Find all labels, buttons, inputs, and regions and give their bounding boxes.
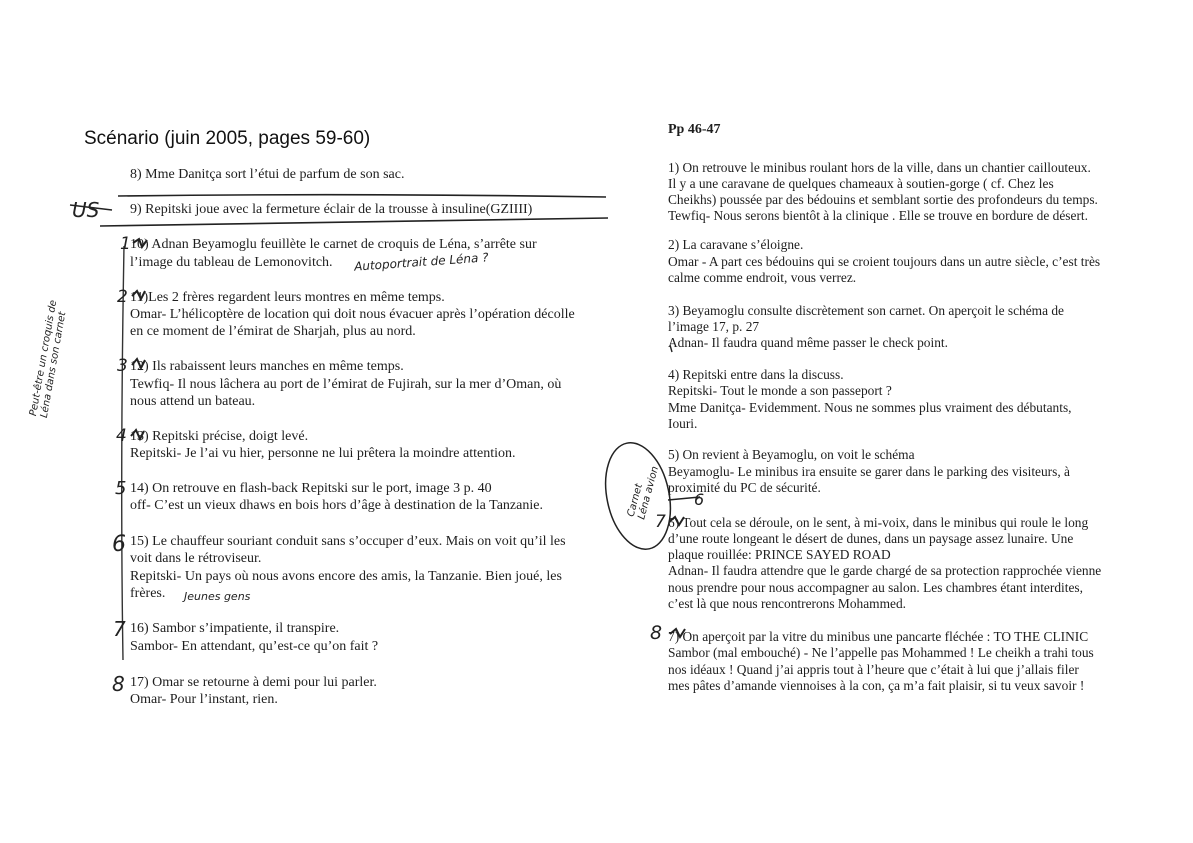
script-line: en ce moment de l’émirat de Sharjah, plus au nord. bbox=[130, 324, 416, 339]
script-line: 8) Mme Danitça sort l’étui de parfum de son sac. bbox=[130, 167, 405, 182]
script-line: Beyamoglu- Le minibus ira ensuite se garer dans le parking des visiteurs, à bbox=[668, 464, 1070, 479]
script-line: 15) Le chauffeur souriant conduit sans s’occuper d’eux. Mais on voit qu’il les bbox=[130, 534, 566, 549]
scribble bbox=[132, 291, 145, 299]
right-page-title: Pp 46-47 bbox=[668, 122, 721, 137]
script-line: off- C’est un vieux dhaws en bois hors d’âge à destination de la Tanzanie. bbox=[130, 498, 543, 513]
script-line: Iouri. bbox=[668, 416, 698, 431]
script-line: Repitski- Un pays où nous avons encore des amis, la Tanzanie. Bien joué, les bbox=[130, 569, 562, 584]
script-line: mes pâtes d’amande viennoises à la con, ça m’a fait plaisir, si tu veux savoir ! bbox=[668, 678, 1085, 693]
script-line: 14) On retrouve en flash-back Repitski sur le port, image 3 p. 40 bbox=[130, 481, 492, 496]
script-line: Tewfiq- Nous serons bientôt à la clinique . Elle se trouve en bordure de désert. bbox=[668, 208, 1088, 223]
script-line: Mme Danitça- Evidemment. Nous ne sommes plus vraiment des débutants, bbox=[668, 400, 1072, 415]
handwritten-number: 3 bbox=[117, 356, 128, 376]
script-line: 1) On retrouve le minibus roulant hors de la ville, dans un chantier caillouteux. bbox=[668, 160, 1091, 175]
script-line: Adnan- Il faudra quand même passer le check point. bbox=[668, 335, 948, 350]
script-line: frères. bbox=[130, 586, 166, 601]
handwritten-jeunes-gens: Jeunes gens bbox=[184, 590, 251, 603]
script-line: 4) Repitski entre dans la discuss. bbox=[668, 367, 844, 382]
script-line: 3) Beyamoglu consulte discrètement son carnet. On aperçoit le schéma de bbox=[668, 303, 1064, 318]
handwritten-us: US bbox=[72, 198, 100, 222]
script-line: Omar- L’hélicoptère de location qui doit nous évacuer après l’opération décolle bbox=[130, 307, 575, 322]
script-line: Omar- Pour l’instant, rien. bbox=[130, 692, 278, 707]
handwritten-number: 1 bbox=[120, 234, 131, 254]
handwritten-number: 7 bbox=[113, 617, 126, 641]
script-line: 7) On aperçoit par la vitre du minibus une pancarte fléchée : TO THE CLINIC bbox=[668, 629, 1089, 644]
page-heading: Scénario (juin 2005, pages 59-60) bbox=[84, 128, 371, 149]
script-line: nous attend un bateau. bbox=[130, 394, 256, 409]
script-line: nous prendre pour nous accompagner au salon. Les chambres étant interdites, bbox=[668, 580, 1083, 595]
script-line: Adnan- Il faudra attendre que le garde chargé de sa protection rapprochée vienne bbox=[668, 563, 1102, 578]
script-line: 16) Sambor s’impatiente, il transpire. bbox=[130, 621, 340, 636]
handwritten-number: 6 bbox=[694, 490, 705, 509]
script-line: l’image 17, p. 27 bbox=[668, 319, 760, 334]
script-line: proximité du PC de sécurité. bbox=[668, 480, 821, 495]
script-line: Tewfiq- Il nous lâchera au port de l’émirat de Fujirah, sur la mer d’Oman, où bbox=[130, 377, 562, 392]
script-line: calme comme endroit, vous verrez. bbox=[668, 270, 857, 285]
margin-line bbox=[122, 246, 124, 660]
script-line: 12) Ils rabaissent leurs manches en même temps. bbox=[130, 359, 404, 374]
scribble bbox=[669, 517, 684, 525]
scribble bbox=[131, 430, 144, 439]
handwritten-number: 6 bbox=[112, 532, 126, 557]
handwritten-autoportrait: Autoportrait de Léna ? bbox=[353, 250, 489, 274]
ink-line bbox=[100, 218, 608, 226]
handwritten-number: 2 bbox=[117, 287, 128, 307]
script-line: 10) Adnan Beyamoglu feuillète le carnet de croquis de Léna, s’arrête sur bbox=[130, 237, 537, 252]
script-line: 17) Omar se retourne à demi pour lui parler. bbox=[130, 675, 377, 690]
handwritten-number: 5 bbox=[115, 478, 127, 499]
script-line: 2) La caravane s’éloigne. bbox=[668, 237, 804, 252]
script-line: 13) Repitski précise, doigt levé. bbox=[130, 429, 309, 444]
handwritten-peut-etre: Peut-être un croquis de Léna dans son carnet bbox=[28, 299, 69, 419]
script-line: l’image du tableau de Lemonovitch. bbox=[130, 255, 333, 270]
handwritten-circle-note: Carnet Léna avion bbox=[625, 465, 662, 521]
script-line: 6) Tout cela se déroule, on le sent, à mi-voix, dans le minibus qui roule le long bbox=[668, 515, 1089, 530]
handwritten-number: 8 bbox=[112, 672, 125, 696]
handwritten-number: 8 bbox=[650, 622, 663, 644]
ink-mark bbox=[670, 345, 672, 352]
script-line: Il y a une caravane de quelques chameaux à soutien-gorge ( cf. Chez les bbox=[668, 176, 1054, 191]
scribble bbox=[132, 359, 145, 368]
script-line: Repitski- Je l’ai vu hier, personne ne lui prêtera la moindre attention. bbox=[130, 446, 516, 461]
script-line: c’est là que nous rencontrerons Mohammed. bbox=[668, 596, 906, 611]
script-line: d’une route longeant le désert de dunes, dans un paysage assez lunaire. Une bbox=[668, 531, 1074, 546]
handwritten-number: 7 bbox=[655, 512, 666, 532]
script-line: Repitski- Tout le monde a son passeport ? bbox=[668, 383, 892, 398]
script-line: 5) On revient à Beyamoglu, on voit le schéma bbox=[668, 447, 915, 462]
script-line: Cheikhs) poussée par des bédouins et semblant sortie des profondeurs du temps. bbox=[668, 192, 1098, 207]
scribble bbox=[133, 239, 147, 247]
script-line: voit dans le rétroviseur. bbox=[130, 551, 262, 566]
script-line: 9) Repitski joue avec la fermeture éclair de la trousse à insuline(GZIIII) bbox=[130, 202, 533, 217]
script-line: Sambor- En attendant, qu’est-ce qu’on fait ? bbox=[130, 639, 379, 654]
script-line: Sambor (mal embouché) - Ne l’appelle pas Mohammed ! Le cheikh a trahi tous bbox=[668, 645, 1094, 660]
handwritten-number: 4 bbox=[116, 426, 127, 446]
scribble bbox=[670, 629, 685, 637]
script-line: nos idéaux ! Quand j’ai appris tout à l’heure que c’était à lui que j’allais filer bbox=[668, 662, 1079, 677]
ink-line bbox=[118, 195, 606, 197]
script-line: Omar - A part ces bédouins qui se croient toujours dans un autre siècle, c’est très bbox=[668, 254, 1101, 269]
script-line: 11)Les 2 frères regardent leurs montres en même temps. bbox=[130, 290, 445, 305]
script-line: plaque rouillée: PRINCE SAYED ROAD bbox=[668, 547, 891, 562]
